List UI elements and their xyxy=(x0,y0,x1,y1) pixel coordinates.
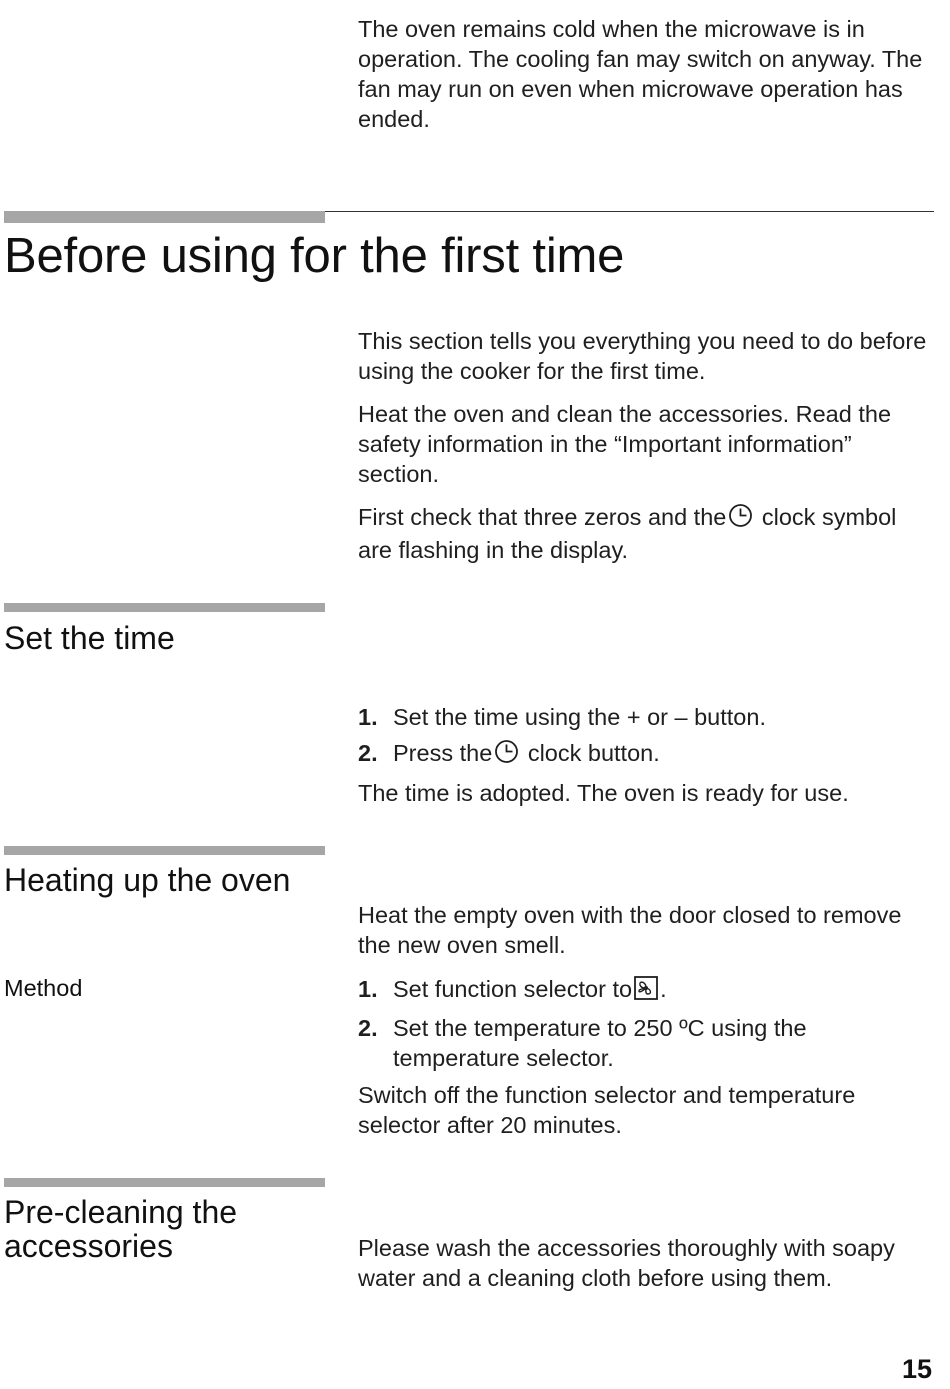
set-time-step-1 xyxy=(358,702,928,732)
set-time-result: The time is adopted. The oven is ready for use. xyxy=(358,780,849,806)
set-time-step-2 xyxy=(358,738,928,771)
step-text: Set the time using the + or – button. xyxy=(393,704,766,730)
page-title: Before using for the first time xyxy=(4,229,625,283)
first-time-p3-after: clock symbol are flashing in the display. xyxy=(358,504,897,563)
first-time-p2: Heat the oven and clean the accessories. Read the safety information in the “Important information” section. xyxy=(358,401,892,487)
title-rule-bar xyxy=(4,211,325,223)
heating-rule-bar xyxy=(4,846,325,855)
title-rule-line xyxy=(325,211,934,212)
precleaning-rule-bar xyxy=(4,1178,325,1187)
page-number: 15 xyxy=(902,1354,933,1384)
step-text-before: Set function selector to xyxy=(393,976,633,1002)
heating-heading: Heating up the oven xyxy=(4,862,291,898)
step-text-before: Press the xyxy=(393,740,493,766)
method-label: Method xyxy=(4,975,83,1001)
first-time-section xyxy=(358,326,943,565)
step-number: 1. xyxy=(358,976,378,1002)
precleaning-heading-line2: accessories xyxy=(4,1228,173,1264)
heating-step-2 xyxy=(358,1013,863,1073)
heating-step-1 xyxy=(358,974,928,1007)
set-time-body xyxy=(358,702,928,808)
step-text-after: clock button. xyxy=(527,740,660,766)
precleaning-heading xyxy=(4,1195,237,1263)
precleaning-heading-line1: Pre-cleaning the xyxy=(4,1194,238,1230)
clock-icon xyxy=(494,739,519,771)
heating-intro: Heat the empty oven with the door closed to remove the new oven smell. xyxy=(358,902,902,958)
step-number: 1. xyxy=(358,704,378,730)
precleaning-text: Please wash the accessories thoroughly with soapy water and a cleaning cloth before using them. xyxy=(358,1235,895,1291)
heating-result: Switch off the function selector and temperature selector after 20 minutes. xyxy=(358,1082,856,1138)
step-text-after: . xyxy=(660,976,667,1002)
first-time-p1: This section tells you everything you need to do before using the cooker for the first time. xyxy=(358,328,927,384)
set-time-rule-bar xyxy=(4,603,325,612)
step-number: 2. xyxy=(358,740,378,766)
intro-note xyxy=(358,14,928,134)
heating-steps xyxy=(358,974,928,1140)
intro-note-text: The oven remains cold when the microwave is in operation. The cooling fan may switch on anyway. The fan may run on even when microwave operation has ended. xyxy=(358,16,923,132)
set-time-heading: Set the time xyxy=(4,620,175,656)
first-time-p3 xyxy=(358,502,928,565)
step-number: 2. xyxy=(358,1015,378,1041)
first-time-p3-before: First check that three zeros and the xyxy=(358,504,727,530)
step-text: Set the temperature to 250 ºC using the temperature selector. xyxy=(393,1015,807,1071)
clock-icon xyxy=(728,503,753,535)
hot-air-function-icon xyxy=(634,976,658,1007)
